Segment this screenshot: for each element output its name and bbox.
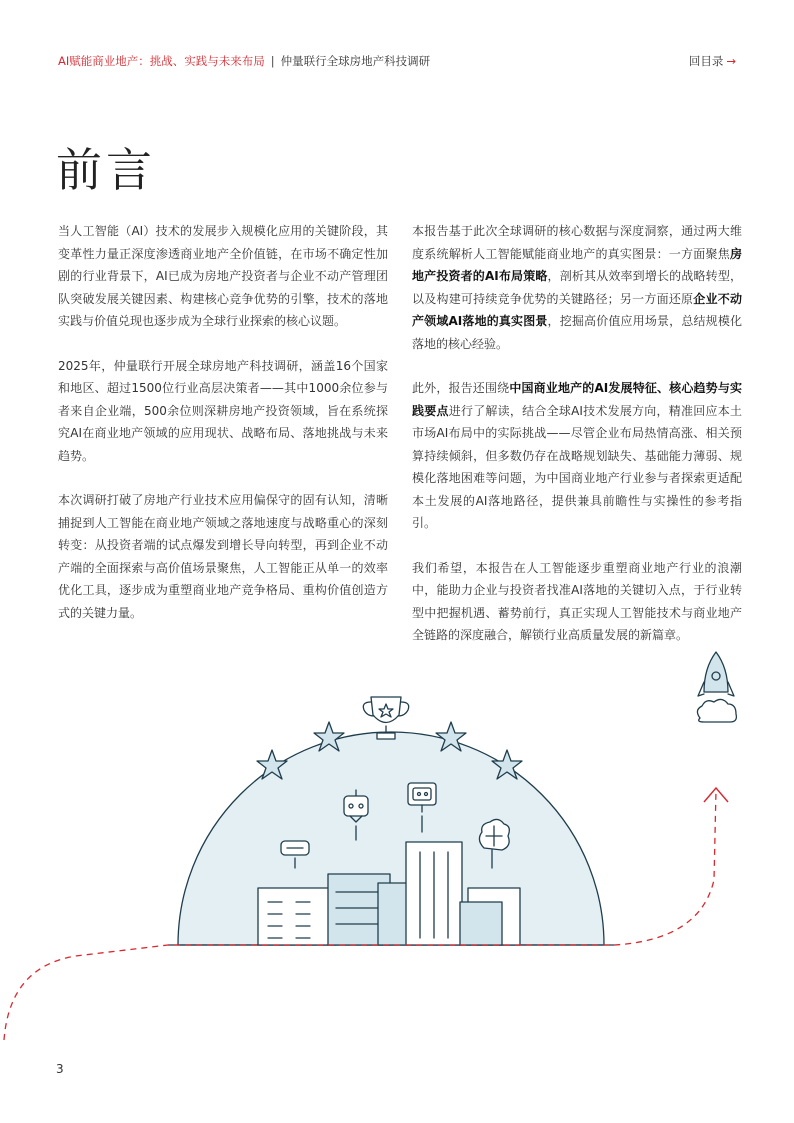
back-to-toc-link[interactable] bbox=[689, 52, 736, 70]
bold-phrase: 企业不动产领域AI落地的真实图景 bbox=[412, 291, 742, 328]
paragraph: 我们希望，本报告在人工智能逐步重塑商业地产行业的浪潮中，能助力企业与投资者找准AI落地的关键切入点，于行业转型中把握机遇、蓄势前行，真正实现人工智能技术与商业地产全链路的深度融合，解锁行业高质量发展的新篇章。 bbox=[412, 560, 742, 642]
ai-city-illustration bbox=[0, 640, 794, 1060]
paragraph: 本报告基于此次全球调研的核心数据与深度洞察，通过两大维度系统解析人工智能赋能商业地产的真实图景：一方面聚焦房地产投资者的AI布局策略，剖析其从效率到增长的战略转型，以及构建可持续竞争优势的关键路径；另一方面还原企业不动产领域AI落地的真实图景，挖掘高价值应用场景，总结规模化落地的核心经验。 bbox=[412, 224, 742, 351]
building-center bbox=[378, 883, 408, 945]
bold-phrase: 中国商业地产的AI发展特征、核心趋势与实践要点 bbox=[412, 381, 742, 418]
report-title: AI赋能商业地产：挑战、实践与未来布局 bbox=[58, 54, 265, 68]
paragraph: 本次调研打破了房地产行业技术应用偏保守的固有认知，清晰捕捉到人工智能在商业地产领域之落地速度与战略重心的深刻转变：从投资者端的试点爆发到增长导向转型，再到企业不动产端的全面探索与高价值场景聚焦，人工智能正从单一的效率优化工具，逐步成为重塑商业地产竞争格局、重构价值创造方式的关键力量。 bbox=[58, 493, 388, 620]
page-number: 3 bbox=[56, 1062, 64, 1076]
header-separator: | bbox=[270, 54, 275, 68]
arrow-right-icon: → bbox=[726, 54, 736, 68]
building-left bbox=[258, 888, 336, 945]
building-right-front bbox=[460, 902, 502, 945]
running-header bbox=[58, 52, 736, 70]
paragraph: 2025年，仲量联行开展全球房地产科技调研，涵盖16个国家和地区、超过1500位行业高层决策者——其中1000余位参与者来自企业端，500余位则深耕房地产投资领域，旨在系统探究AI在商业地产领域的应用现状、战略布局、落地挑战与未来趋势。 bbox=[58, 358, 388, 463]
paragraph: 当人工智能（AI）技术的发展步入规模化应用的关键阶段，其变革性力量正深度渗透商业地产全价值链，在市场不确定性加剧的行业背景下，AI已成为房地产投资者与企业不动产管理团队突破发展关键因素、构建核心竞争优势的引擎，技术的落地实践与价值兑现也逐步成为全球行业探索的核心议题。 bbox=[58, 224, 388, 328]
paragraph: 此外，报告还围绕中国商业地产的AI发展特征、核心趋势与实践要点进行了解读，结合全球AI技术发展方向，精准回应本土市场AI布局中的实际挑战——尽管企业布局热情高涨、相关预算持续倾斜，但多数仍存在战略规划缺失、基础能力薄弱、规模化落地困难等问题，为中国商业地产行业参与者探索更适配本土发展的AI落地路径，提供兼具前瞻性与实操性的参考指引。 bbox=[412, 381, 742, 530]
bold-phrase: 房地产投资者的AI布局策略 bbox=[412, 246, 742, 283]
toc-label: 回目录 bbox=[688, 54, 724, 68]
page-title: 前言 bbox=[56, 143, 156, 197]
left-column bbox=[58, 220, 388, 646]
rocket-icon bbox=[697, 652, 736, 722]
right-column bbox=[412, 220, 742, 669]
report-subtitle: 仲量联行全球房地产科技调研 bbox=[280, 54, 431, 68]
